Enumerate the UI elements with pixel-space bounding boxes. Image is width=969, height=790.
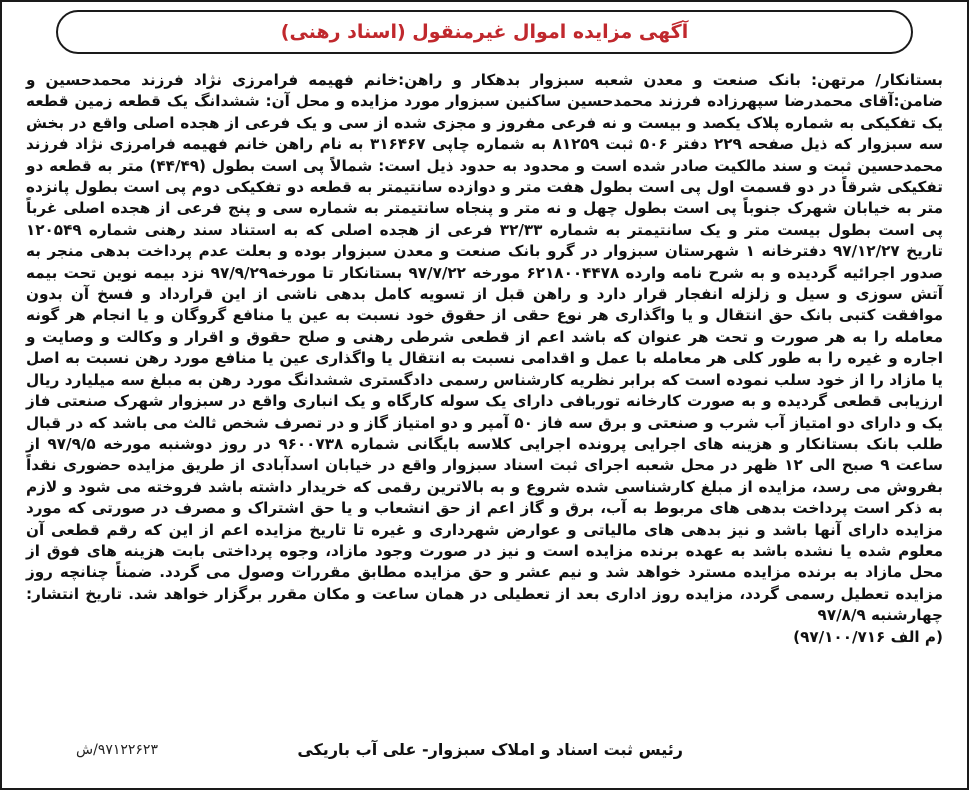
notice-footer (16, 740, 953, 766)
notice-title: آگهی مزایده اموال غیرمنقول (اسناد رهنی) (280, 21, 689, 43)
notice-reference: (م الف ۹۷/۱۰۰/۷۱۶) (793, 627, 943, 646)
signature-line: رئیس ثبت اسناد و املاک سبزوار- علی آب باریکی (297, 740, 683, 759)
notice-body: بستانکار/ مرتهن: بانک صنعت و معدن شعبه سبزوار بدهکار و راهن:خانم فهیمه فرامرزی نژاد فرزند محمدحسین و ضامن:آقای محمدرضا سپهرزاده فرزند محمدحسین ساکنین سبزوار مورد مزایده و محل آن: ششدانگ یک قطعه زمین قطعه یک تفکیکی به شماره پلاک یکصد و بیست و نه فرعی مفروز و مجزی شده از سی و یک فرعی از هجده اصلی واقع در بخش سه سبزوار که ذیل صفحه ۲۲۹ دفتر ۵۰۶ ثبت ۸۱۲۵۹ به شماره چاپی ۳۱۶۴۶۷ به نام راهن خانم فهیمه فرامرزی نژاد فرزند محمدحسین ثبت و سند مالکیت صادر شده است و محدود به حدود ذیل است: شمالاً پی است بطول (۴۴/۴۹) متر به قطعه دو تفکیکی شرقاً در دو قسمت اول پی است بطول هفت متر و دوازده سانتیمتر به قطعه دو تفکیکی دوم پی است بطول پانزده متر به خیابان شهرک جنوباً پی است بطول چهل و نه متر و پنجاه سانتیمتر به شماره سی و پنج فرعی از هجده اصلی غرباً پی است بطول بیست متر و یک سانتیمتر به شماره ۳۲/۳۳ فرعی از هجده اصلی که به استناد سند رهنی شماره ۱۲۰۵۴۹ تاریخ ۹۷/۱۲/۲۷ دفترخانه ۱ شهرستان سبزوار در گرو بانک صنعت و معدن سبزوار بوده و بعلت عدم پرداخت بدهی منجر به صدور اجرائیه گردیده و به شرح نامه وارده ۶۲۱۸۰۰۴۴۷۸ مورخه ۹۷/۷/۲۲ بستانکار تا مورخه۹۷/۹/۲۹ نزد بیمه نوین تحت بیمه آتش سوزی و سیل و زلزله انفجار قرار دارد و راهن قبل از تسویه کامل بدهی ناشی از این قرارداد و فسخ آن بدون موافقت کتبی بانک حق انتقال و یا واگذاری هر نوع حقی از حقوق خود نسبت به عین یا منافع گروگان و یا انجام هر گونه معامله را به هر صورت و تحت هر عنوان که باشد اعم از قطعی شرطی رهنی و صلح حقوق و اقرار و وکالت و وصایت و اجاره و غیره را به طور کلی هر معامله با عمل و اقدامی نسبت به انتقال یا واگذاری عین یا منافع مورد رهن نسبت به اصل یا مازاد را از خود سلب نموده است که برابر نظریه کارشناس رسمی دادگستری ششدانگ مورد رهن به مبلغ سه میلیارد ریال ارزیابی قطعی گردیده و به صورت کارخانه توربافی دارای یک سوله کارگاه و یک انباری واقع در سبزوار شهرک صنعتی فاز یک و دارای دو امتیاز آب شرب و صنعتی و برق سه فاز ۵۰ آمپر و دو امتیاز گاز و در تصرف شخص ثالث می باشد که در قبال طلب بانک بستانکار و هزینه های اجرایی پرونده اجرایی کلاسه بایگانی شماره ۹۶۰۰۷۳۸ در روز دوشنبه مورخه ۹۷/۹/۵ از ساعت ۹ صبح الی ۱۲ ظهر در محل شعبه اجرای ثبت اسناد سبزوار واقع در خیابان اسدآبادی از طریق مزایده حضوری نقداً بفروش می رسد، مزایده از مبلغ کارشناسی شده شروع و به بالاترین رقمی که خریدار داشته باشد فروخته می شود و لازم به ذکر است پرداخت بدهی های مربوط به آب، برق و گاز اعم از حق انشعاب و یا حق اشتراک و مصرف در صورتی که مورد مزایده دارای آنها باشد و نیز بدهی های مالیاتی و عوارض شهرداری و غیره تا تاریخ مزایده اعم از این که رقم قطعی آن معلوم شده یا نشده باشد به عهده برنده مزایده است و نیز در صورت وجود مازاد، وجوه پرداختی بابت هزینه های فوق از محل مازاد به برنده مزایده مسترد خواهد شد و نیم عشر و حق مزایده مطابق مقررات وصول می گردد. ضمناً چنانچه روز مزایده تعطیل رسمی گردد، مزایده روز اداری بعد از تعطیلی در همان ساعت و مکان مقرر برگزار خواهد شد. تاریخ انتشار: چهارشنبه ۹۷/۸/۹ (26, 71, 944, 625)
notice-code: ۹۷۱۲۲۶۲۳/ش (76, 742, 158, 758)
title-frame (56, 10, 913, 54)
